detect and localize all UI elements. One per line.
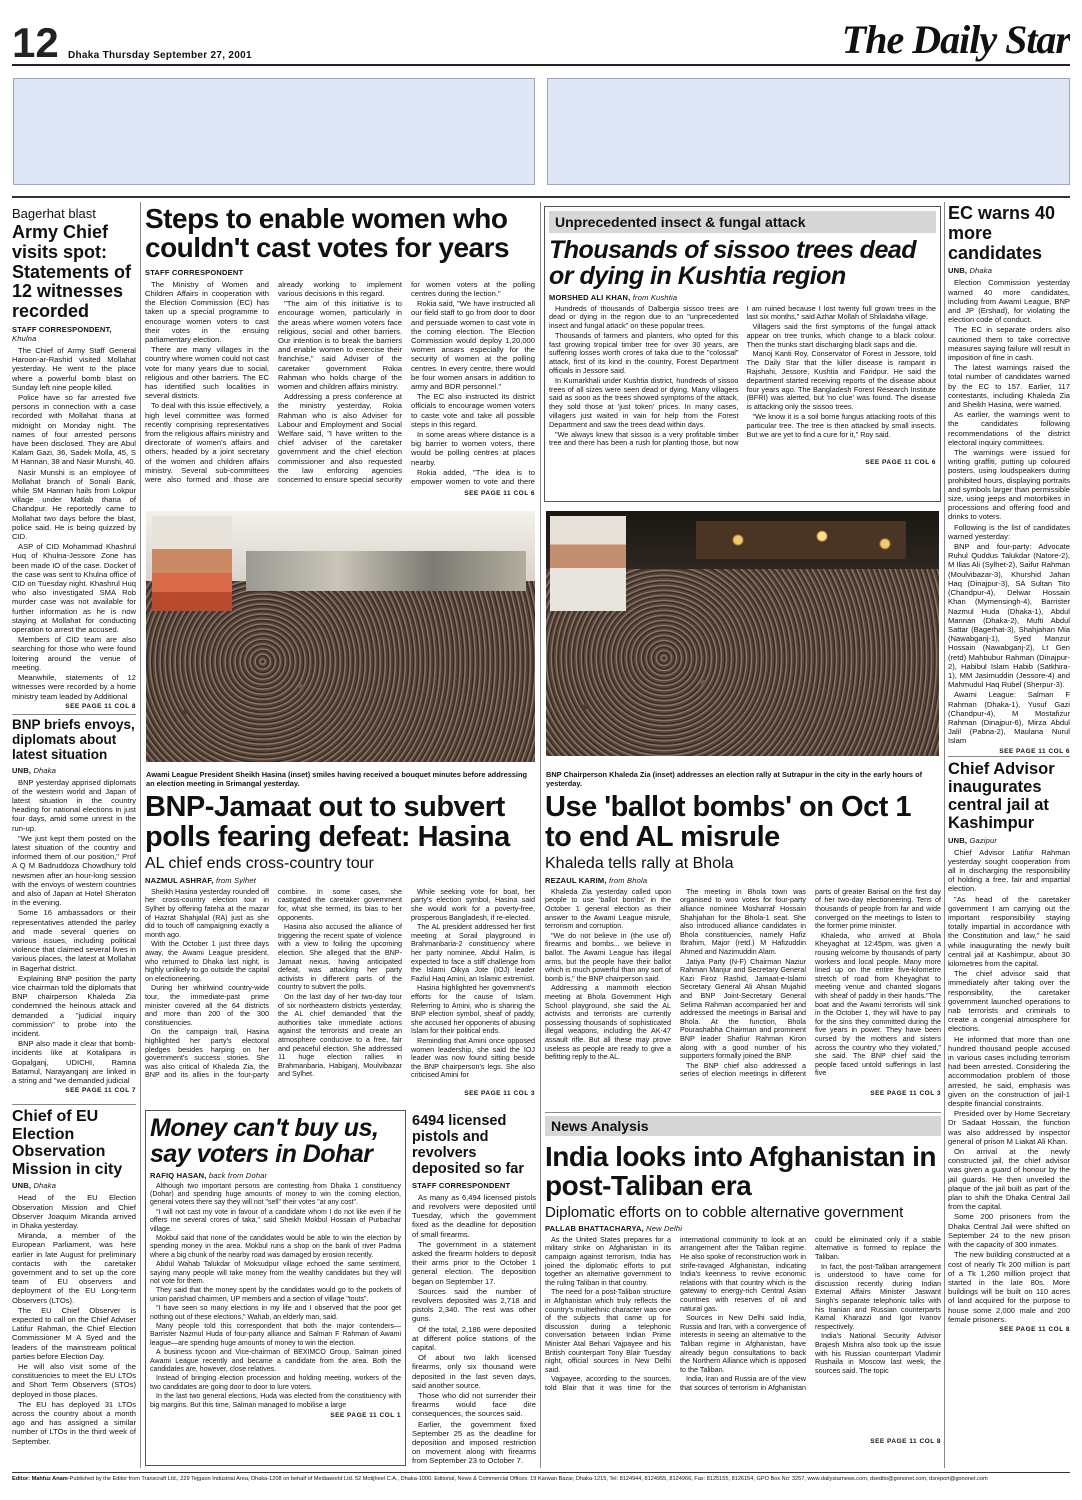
headline: 6494 licensed pistols and revolvers deposited so far xyxy=(412,1114,524,1177)
subhead: Diplomatic efforts on to cobble alternative government xyxy=(545,1203,904,1221)
photo-caption: Awami League President Sheikh Hasina (inset) smiles having received a bouquet minutes before addressing an election meeting in Srimangal yesterday. xyxy=(146,770,528,788)
headline: Chief Advisor inaugurates central jail at Kashimpur xyxy=(948,760,1055,833)
india-story xyxy=(545,1116,941,1468)
story-body: Chief Advisor Latifur Rahman yesterday sought cooperation from all in discharging the responsibility of holding a free, fair and impartial election. "As head of the caretaker government I am carrying out the important responsibility staying totally impartial in accordance with the Constitution and law," he said while inaugurating the newly built central jail at Kashimpur, about 30 kilometres from the capital. The chief advisor said that immediately after taking over the responsibility, the caretaker government launched operations to nab terrorists and criminals to create a congenial atmosphere for elections. He informed that more than one hundred thousand people accused in various cases including terrorism had been arrested. Considering the accommodation problem of those arrested, he said, emphasis was given on the construction of jail-1 despite financial constraints. Presided over by Home Secretary Dr Sadaat Hossain, the function was also addressed by inspector general of prison M Liakat Ali Khan. On arrival at the newly constructed jail, the chief advisor was given a guard of honour by the jail guards. He then unveiled the plaque of the jail built as part of the plan to shift the Dhaka Central Jail from the capital. Some 200 prisoners from the Dhaka Central Jail were shifted on September 24 to the new prison with the capacity of 300 inmates. The new building constructed at a cost of nearly Tk 200 million is part of a Tk 1,260 million project that started in the late 80s. More buildings will be built on 110 acres of land acquired for the purpose to house some 2,000 male and 200 female prisoners. xyxy=(948,847,1070,1324)
byline: MORSHED ALI KHAN, from Kushtia xyxy=(549,292,678,302)
editor-label: Editor: Mahfuz Anam xyxy=(12,1476,68,1482)
jump-link[interactable]: SEE PAGE 11 COL 6 xyxy=(999,747,1070,754)
column-rule xyxy=(540,202,541,1468)
jump-link[interactable]: SEE PAGE 11 COL 8 xyxy=(65,702,136,710)
dateline: Dhaka Thursday September 27, 2001 xyxy=(68,50,252,61)
subhead: AL chief ends cross-country tour xyxy=(145,854,374,872)
pistols-story xyxy=(412,1114,536,1468)
rule xyxy=(12,1104,136,1105)
rule xyxy=(948,756,1070,757)
story-body: BNP yesterday apprised diplomats of the western world and Japan of latest situation in the country heading for national elections in just four days, amid some unrest in the run-up. "We just kept them posted on the latest situation of the country and informed them of our position," Prof A Q M Badruddoza Chowdhury told newsmen after an hour-long session with the envoys of western countries and also of Japan at Hotel Sheraton in the evening. Some 16 ambassadors or their representatives attended the parley and made several queries on various issues, including political violence that claimed several lives in various places, the latest at Mollahat in Bagerhat district. Explaining BNP position the party vice chairman told the diplomats that BNP chairperson Khaleda Zia condemned the heinous attack and demanded a "judicial inquiry commission" to probe into the incident. BNP also made it clear that bomb-incidents like at Kotalipara in Gopalganj, UDICHI, Ramna Batamul, Narayanganj are linked in a string and "we demanded judicial xyxy=(12,777,136,1086)
khaleda-story xyxy=(545,792,941,1110)
jump-link[interactable]: SEE PAGE 11 COL 6 xyxy=(865,458,936,466)
page-number: 12 xyxy=(12,22,59,64)
bnp-envoys-story xyxy=(12,718,136,1104)
headline: EC warns 40 more candidates xyxy=(948,204,1056,263)
advertisement-left xyxy=(13,78,535,185)
byline: UNB, Dhaka xyxy=(12,1181,57,1191)
story-body: Head of the EU Election Observation Mission and Chief Observer Joaquim Miranda arrived in Dhaka yesterday. Miranda, a member of the European Parliament, was here earlier in late August for preliminary contacts with the caretaker government and to set up the core team of EU observers and deployment of the EU Long-term Observers (LTOs). The EU Chief Observer is expected to call on the Chief Adviser Latifur Rahman, the Chief Election Commissioner M A Syed and the leaders of the mainstream political parties before Election Day. He will also visit some of the constituencies to meet the EU LTOs and Short Term Observers (STOs) deployed in those places. The EU has deployed 31 LTOs across the country about a month ago and has assigned a similar number of LTOs in the third week of September. xyxy=(12,1193,136,1446)
hasina-inset-photo xyxy=(152,516,232,611)
story-body: The Ministry of Women and Children Affairs in cooperation with the Election Commission (EC) has taken up a special programme to encourage women voters to cast their votes in the ensuing parliamentary election. There are many villages in the country where women could not cast vote for many years due to social, religious and other barriers. The EC has identified such localities in several districts. To deal with this issue effectively, a high level committee was formed recently comprising representatives from the religious affairs ministry and directorate of women's affairs and others, headed by a joint secretary of the women and children affairs ministry. Several sub-committees were also formed and those are already working to implement various decisions in this regard. "The aim of this initiative is to encourage women, particularly in the areas where women voters face religious, social and other barriers. Our intention is to break the barriers and enable women to exercise their franchise," said Adviser of the caretaker government Rokia Rahman who holds charge of the women and children affairs ministry. Addressing a press conference at the ministry yesterday, Rokia Rahman who is also Adviser for Labour and Employment and Social Welfare said, "I have written to the chief adviser of the caretaker government and the chief election commissioner and also requested the law enforcing agencies concerned to ensure special security for women voters at the polling centres during the lection." Rokia said, "We have instructed all our field staff to go from door to door and persuade women to cast vote in the coming election. The Election Commission would deploy 1,20,000 women ansars especially for the security of women at the polling centres. In every centre, there would be four women ansars in addition to army and BDR personnel." The EC also instructed its district officials to encourage women voters to caste vote and take all possible steps in this regard. In some areas where distance is a big barrier to women voters, there would be polling centres at places nearby. Rokia added, "The idea is to empower women to vote and there xyxy=(145,279,535,487)
column-rule xyxy=(140,202,141,1468)
byline: UNB, Gazipur xyxy=(948,835,998,845)
hasina-story xyxy=(145,792,535,1110)
headline: Money can't buy us, say voters in Dohar xyxy=(150,1114,379,1169)
headline: Chief of EU Election Observation Mission in city xyxy=(12,1108,123,1178)
khaleda-inset-photo xyxy=(550,516,626,611)
jump-link[interactable]: SEE PAGE 11 COL 3 xyxy=(464,1089,535,1097)
story-body: As the United States prepares for a military strike on Afghanistan in its campaign against terrorism, India has joined the diplomatic efforts to put together an alternative government to the ruling Taliban in that country. The need for a post-Taliban structure in Afghanistan which truly reflects the country's multiethnic character was one of the subjects that came up for discussion during a telephonic conversation between Indian Prime Minister Atal Behari Vajpayee and his British counterpart Tony Blair Tuesday night, official sources in New Delhi said. Vajpayee, according to the sources, told Blair that it was time for the international community to look at an arrangement after the Taliban regime. He also spoke of reconstruction work in strife-ravaged Afghanistan, indicating India's keenness to revive economic relations with that country which is the gateway to energy-rich Central Asian countries with reserves of oil and natural gas. Sources in New Delhi said India, Russia and Iran, with a convergence of interests in seeing an alternative to the Taliban regime in Afghanistan, have already begun consultations to back the Northern Alliance which is opposed to the Taliban. India, Iran and Russia are of the view that sources of terrorism in Afghanistan could be eliminated only if a stable alternative is formed to replace the Taliban. In fact, the post-Taliban arrangement is understood to have come for discussion recently during Indian External Affairs Minister Jaswant Singh's separate telephonic talks with his Iranian and Russian counterparts Kamal Kharazzi and Igor Ivanov respectively. India's National Security Advisor Brajesh Mishra also took up the issue with his Russian counterpart Vladimir Rushaila in Moscow last week, the sources said. The topic xyxy=(545,1234,941,1392)
column-rule xyxy=(944,202,945,1468)
ec-warns-story xyxy=(948,204,1070,754)
headline: Thousands of sissoo trees dead or dying in Kushtia region xyxy=(549,236,917,291)
masthead-logo: The Daily Star xyxy=(841,17,1070,62)
byline: PALLAB BHATTACHARYA, New Delhi xyxy=(545,1223,683,1233)
eu-mission-story xyxy=(12,1108,136,1468)
ads-rule xyxy=(12,196,1070,198)
army-chief-story xyxy=(12,206,136,710)
kicker-bar: News Analysis xyxy=(545,1116,941,1136)
jump-link[interactable]: SEE PAGE 11 COL 3 xyxy=(870,1089,941,1097)
headline: BNP briefs envoys, diplomats about latest situation xyxy=(12,718,135,762)
dohar-story xyxy=(145,1110,406,1466)
story-body: The Chief of Army Staff General Haroon-ar-Rashid visited Mollahat yesterday. He went to the place where a powerful bomb blast on Sunday left nine people killed. Police have so far arrested five persons in connection with a case recorded with Mollahat thana at midnight on Monday night. The names of four arrested persons have been disclosed. They are Abul Kalam Gazi, 36, Sadek Molla, 45, S M Hannan, 38 and Nasir Munshi, 40. Nasir Munshi is an employee of Mollahat branch of Sonali Bank, while SM Hannan hails from Lokpur village under Matlab thana of Chandpur. He reportedly came to Mollahat two days before the blast, police said. He is being quizzed by CID. ASP of CID Mohammad Khashrul Huq of Khulna-Jessore Zone has been made IO of the case. Docket of the case was sent to Khulna office of CID on Tuesday night. Khashrul Huq who also investigated SMA Rob murder case was not available for further information as he is now staying at Mollahat for conducting operation to arrest the accused. Members of CID team are also searching for those who were found loitering around the venue of meeting. Meanwhile, statements of 12 witnesses were recorded by a home ministry team leaded by Additional xyxy=(12,345,136,701)
chief-advisor-story xyxy=(948,760,1070,1470)
jump-link[interactable]: SEE PAGE 11 COL 6 xyxy=(464,489,535,497)
jump-link[interactable]: SEE PAGE 11 COL 8 xyxy=(999,1325,1070,1333)
advertisement-right xyxy=(547,78,1070,185)
sissoo-story xyxy=(544,206,941,502)
jump-link[interactable]: SEE PAGE 11 COL 1 xyxy=(330,1412,401,1420)
story-body: Election Commission yesterday warned 40 more candidates, including from Awami League, BNP and JP (Ershad), for violating the election code of conduct. The EC in separate orders also cautioned them to take corrective measures saying failure will result in imposition of fine in cash. The latest warnings raised the total number of candidates warned by the EC to 157. Earlier, 117 contestants, including Khaleda Zia and Sheikh Hasina, were warned. As earlier, the warnings went to the candidates following recommendations of the district electoral inquiry committees. The warnings were issued for writing graffiti, putting up coloured posters, using loudspeakers during prohibited hours, displaying portraits and symbols larger than permissible size, using jeeps and motorbikes in processions and offering food and drinks to voters. Following is the list of candidates warned yesterday: BNP and four-party: Advocate Ruhul Quddus Talukdar (Natore-2), M Ilias Ali (Sylhet-2), Saifur Rahman (Moulvibazar-3), Khurshid Jahan Haq (Dinajpur-3), SA Sultan Tito (Chandpur-4), Delwar Hossain Khan (Mymensingh-4), Barrister Nazmul Huda (Dhaka-1), Abdul Mannan (Dhaka-2), Mufti Abdul Sattar (Bagerhat-3), Shahjahan Mia (Nawabganj-1), Syed Manzur Hossain (Nawabganj-2), Lt Gen (retd) Mahbubur Rahman (Dinajpur-2), Habibul Islam Habib (Satkhira-1), MM Jasimuddin (Jessore-4) and Mahmudul Haq Rubel (Sherpur-3). Awami League: Salman F Rahman (Dhaka-1), Yusuf Gazi (Chandpur-4), M Mostafizur Rahman (Dinajpur-6), Mirza Abdul Jalil (Pabna-2), Maulana Nurul Islam xyxy=(948,278,1070,746)
byline: UNB, Dhaka xyxy=(12,765,57,775)
byline: STAFF CORRESPONDENT xyxy=(412,1180,511,1190)
story-body: Khaleda Zia yesterday called upon people to use 'ballot bombs' in the October 1 general election as their answer to the Awami League misrule, terrorism and corruption. "We do not believe in (the use of) firearms and bombs... we believe in ballot. The Awami League has illegal arms, but the people have their ballot which is much powerful than any sort of bomb is," the BNP chairperson said. Addressing a mammoth election meeting at Bhola Government High School playground, she said the AL activists and terrorists are currently possessing thousands of sophisticated illegal weapons, including the AK-47 assault rifle. But all these may prove useless as people are ready to give a befitting reply to the AL. The meeting in Bhola town was organised to woo votes for four-party alliance nominee Mosharraf Hossain Shahjahan for the Bhola-1 seat. She also introduced alliance candidates in Bhola constituencies, namely Hafiz Ibrahim, Major (retd.) M Hafizuddin Ahmed and Nazimuddin Alam. Jatiya Party (N-F) Chairman Naziur Rahman Manjur and Secretary General Kazi Firoz Rashid, Jamaat-e-Islami Secretary General Ali Ahsan Mujahid and BNP Joint-Secretary General Selima Rahman accompanied her and addressed the meetings in Barisal and Bhola. At the function, Bhola Pourashabha Chairman and prominent BNP leader Shafiur Rahman Kiron along with a good number of his supporters formally joined the BNP. The BNP chief also addressed a series of election meetings in different parts of greater Barisal on the first day of her two-day electioneering. Tens of thousands of people from far and wide converged on the meetings to listen to the former prime minister. Khaleda, who arrived at Bhola Kheyaghat at 12:45pm, was given a rousing welcome by thousands of party workers and local people. Many more lined up on the entire five-kilometre stretch of road from Kheyaghat to meeting venue and chanted slogans with sheaf of paddy in their hands."The boat and the Awami terrorists will sink in the October 1, they will have to pay for the sins they committed during the five years in power. They have been cursed by the mothers and sisters across the country who they violated," she said. The BNP chief said the people faced untold sufferings in last five xyxy=(545,886,941,1079)
photo-caption: BNP Chairperson Khaleda Zia (inset) addresses an election rally at Sutrapur in the city in the early hours of yesterday. xyxy=(546,770,923,788)
footer-imprint xyxy=(12,1476,1070,1490)
story-body: Although two important persons are contesting from Dhaka 1 constituency (Dohar) and spending huge amounts of money to win the coming election, general voters there say they will not "sell" their votes "at any cost". "I will not cast my vote in favour of a candidate whom I do not like even if he offers me several crores of taka," said Sheikh Mokbul Hossain of Purbachar village. Mokbul said that none of the candidates would be able to win the election by spending money in the area. Mokbul runs a shop on the bank of river Padma where a big chunk of the nearby road was damaged by erosion recently. Abdul Wahab Talukdar of Moksudpur village echoed the same sentiment, saying many people will take money from the wealthy candidates but they will not vote for them. They said that the money spent by the candidates would go to the pockets of union parishad chairmen, UP members and a section of village "touts". "I have seen so many elections in my life and I observed that the poor get nothing out of these elections," Wahab, an elderly man, said. Many people told this correspondent that both the major contenders— Barrister Nazmul Huda of four-party alliance and Salman F Rahman of Awami league—are spending huge amounts of money to win the election. A business tycoon and Vice-chairman of BEXIMCO Group, Salman joined Awami League recently and became a candidate from the area. Both the candidates are, however, close relatives. Instead of bringing election procession and holding meeting, workers of the two candidates are going door to door to lure voters. In the last two general elections, Huda was elected from the constituency with big margins. But this time, Salman managed to mobilise a large xyxy=(150,1182,401,1409)
headline: BNP-Jamaat out to subvert polls fearing defeat: Hasina xyxy=(145,792,510,854)
imprint-text: -Published by the Editor from Transcraft Ltd., 229 Tejgaon Industrial Area, Dhaka-1208 on behalf of Mediaworld Ltd. 52 Motijheel C.A., Dhaka-1000. Editorial, News & Commercial Offices: 19 Karwan Bazar, Dhaka-1215, Tel: 8124944, 8124955, 8124966, Fax: 8125155, 8126154, GPO Box No: 3257, www.dailystarnews.com, dsedito@gononet.com, dsreport@gononet.com xyxy=(67,1476,988,1482)
kicker: Bagerhat blast xyxy=(12,206,96,221)
women-voters-story xyxy=(145,204,535,504)
buildings xyxy=(246,551,526,591)
footer-rule xyxy=(12,1472,1070,1473)
jump-link[interactable]: SEE PAGE 11 COL 7 xyxy=(65,1087,136,1095)
headline: Steps to enable women who couldn't cast votes for years xyxy=(145,204,510,264)
rule xyxy=(12,714,136,715)
byline: STAFF CORRESPONDENT xyxy=(145,267,244,277)
story-body: As many as 6,494 licensed pistols and revolvers were deposited until Tuesday, which the government fixed as the deadline for deposition of small firearms. The government in a statement asked the firearm holders to deposit their arms prior to the October 1 general election. The deposition began on September 17. Sources said the number of revolvers deposited was 2,718 and pistols 2,340. The rest was other guns. Of the total, 2,186 were deposited at different police stations of the capital. Of about two lakh licensed firearms, only six thousand were deposited in the last seven days, said another source. Those who did not surrender their firearms would face dire consequences, the sources said. Earlier, the government fixed September 25 as the deadline for deposition and imposed restriction on movement along with firearms from September 23 to October 7. xyxy=(412,1192,536,1466)
stage-lights xyxy=(696,521,906,559)
headline: Use 'ballot bombs' on Oct 1 to end AL misrule xyxy=(545,792,912,854)
story-body: Hundreds of thousands of Dalbergia sissoo trees are dead or dying in the region due to an "unprecedented insect and fungal attack" on these popular trees. Thousands of farmers and planters, who opted for this fast growing tropical timber tree for over 30 years, are suffering losses worth crores of taka due to the "colossal" attack, first of its kind in the country, Forest Department officials in Jessore said. In Kumarkhali under Kushtia district, hundreds of sissoo trees of all sizes were seen dead or dying. Many villagers said as soon as the trees showed symptoms of the attack, they sold those at 'just token' prices. In many cases, villagers just waited in vain for help from the Forest Department and saw the trees dead within days. "We always knew that sissoo is a very profitable timber tree and there has been a rush for planting those, but now I am ruined because I lost twenty full grown trees in the last six months," said Azhar Mollah of Shilaidaha village. Villagers said the first symptoms of the fungal attack appear on tree trunks, which change to a black colour. Then the trunks start discharging black saps and die. Manoj Kanti Roy, Conservator of Forest in Jessore, told The Daily Star that the killer disease is rampant in Rajshahi, Jessore, Kushtia and Faridpur. He said the department started receiving reports of the disease about four years ago. The Bangladesh Forest Research Institute (BFRI) was alerted, but 'no clue' was found. The disease is attacking only the sissoo trees. "We know it is a soil borne fungus attacking roots of this particular tree. The tree is then attacked by small insects. But we are yet to find a cure for it," Roy said. xyxy=(549,303,936,448)
byline: RAFIQ HASAN, back from Dohar xyxy=(150,1170,268,1180)
byline: UNB, Dhaka xyxy=(948,266,993,276)
jump-link[interactable]: SEE PAGE 11 COL 8 xyxy=(870,1437,941,1445)
story-body: Sheikh Hasina yesterday rounded off her cross-country election tour in Sylhet by offering fateha at the mazar of Hazrat Shahjalal (RA) just as she did to touch off campaigning exactly a month ago. With the October 1 just three days away, the Awami League president, who returned to Dhaka last night, is highly unlikely to go outside the capital on electioneering. During her whirlwind country-wide tour, the immediate-past prime minister covered all the 64 districts and more than 200 of the 300 constituencies. On the campaign trail, Hasina highlighted her party's electoral pledges besides harping on her government's success stories. She was also critical of Khaleda Zia, the BNP and its allies in the four-party combine. In some cases, she castigated the caretaker government for, what she termed, its bias to her opponents. Hasina also accused the alliance of triggering the recent spate of violence with a view to foiling the upcoming election. She alleged that the BNP-Jamaat nexus, having anticipated defeat, was attacking her party activists in different parts of the country to subvert the polls. On the last day of her two-day tour of six northeastern districts yesterday, the AL chief demanded that the authorities take immediate actions against the terrorists and create an atmosphere conducive to a free, fair and peaceful election. She addressed 11 huge election rallies in Brahmanbaria, Habiganj, Moulvibazar and Sylhet. While seeking vote for boat, her party's election symbol, Hasina said she would work for a poverty-free, prosperous Bangladesh, if re-elected. The AL president addressed her first meeting at Sorail playground in Brahmanbaria-2 constituency where her party nominee, Abdul Halim, is expected to face a stiff challenge from the Islami Oikya Jote (IOJ) leader Fazlul Haq Amini, an Islamic extremist. Hasina highlighted her government's efforts for the cause of Islam. Referring to Amini, who is sharing the BNP election symbol, sheaf of paddy, she accused her opponents of abusing Islam for their political ends. Reminding that Amini once opposed women leadership, she said the IOJ leader was now found sitting beside the BNP chairperson's legs. She also criticised Amini for xyxy=(145,886,535,1080)
byline: NAZMUL ASHRAF, from Sylhet xyxy=(145,875,257,885)
byline: STAFF CORRESPONDENT, Khulna xyxy=(12,324,112,343)
byline: REZAUL KARIM, from Bhola xyxy=(545,875,648,885)
kicker-bar: Unprecedented insect & fungal attack xyxy=(549,211,936,233)
headline: India looks into Afghanistan in post-Taliban era xyxy=(545,1141,937,1202)
subhead: Khaleda tells rally at Bhola xyxy=(545,854,734,872)
headline: Army Chief visits spot: Statements of 12 witnesses recorded xyxy=(12,222,132,322)
masthead-rule xyxy=(12,64,1070,66)
rule xyxy=(545,1112,941,1113)
